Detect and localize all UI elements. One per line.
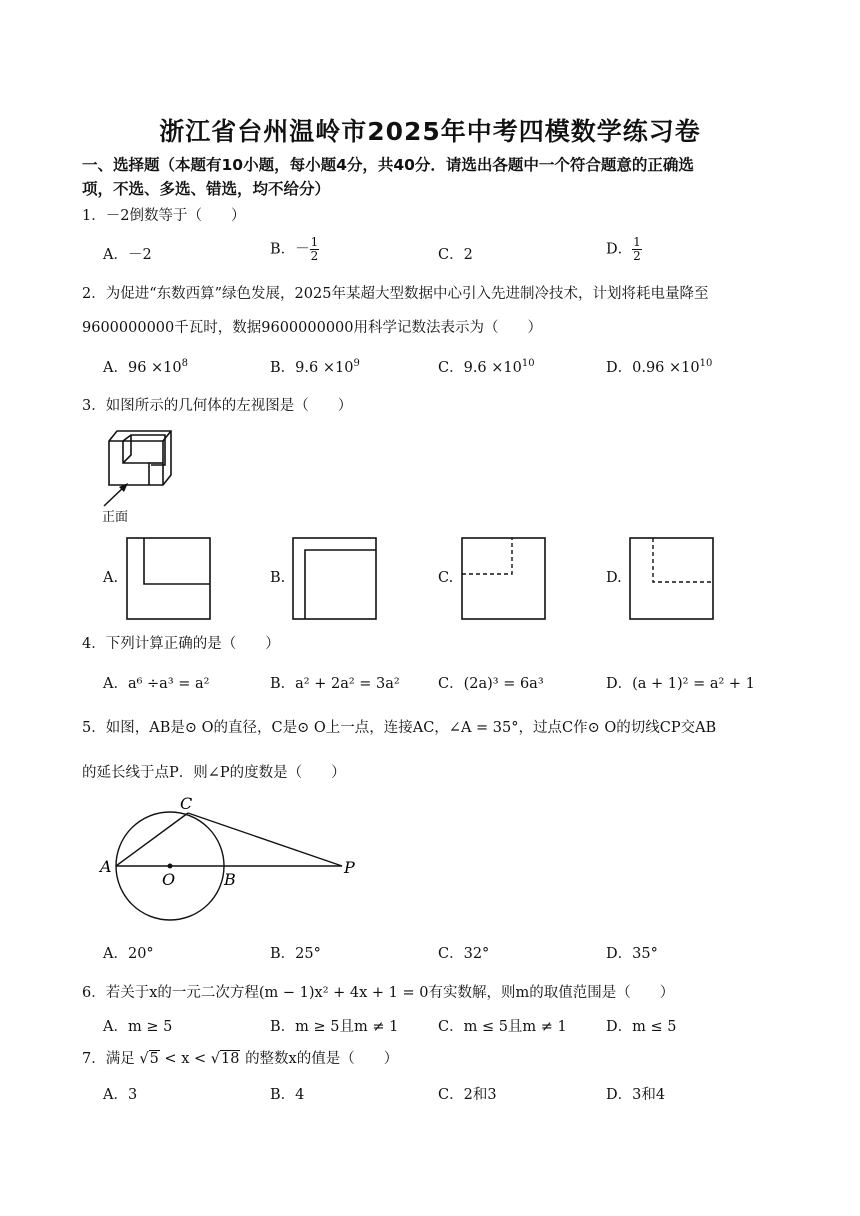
- q6-stem: 6．若关于x的一元二次方程(m − 1)x² + 4x + 1 = 0有实数解，则m的取值范围是（ ）: [82, 985, 675, 1001]
- q7-option-d: D．3和4: [606, 1087, 666, 1103]
- section-heading-line2: 项，不选、多选、错选，均不给分）: [82, 180, 331, 198]
- q3-option-a-label: A.: [103, 570, 119, 586]
- q5-chord-ac: [116, 813, 188, 866]
- q5-stem-line1: 5．如图，AB是⊙ O的直径，C是⊙ O上一点，连接AC，∠A = 35°，过点C作⊙ O的切线CP交AB: [82, 720, 717, 736]
- q3-stem: 3．如图所示的几何体的左视图是（ ）: [82, 398, 353, 414]
- q5-label-o: O: [162, 870, 176, 889]
- q4-option-a: A．a⁶ ÷a³ = a²: [103, 676, 210, 692]
- q7-stem: 7．满足 √5 < x < √18 的整数x的值是（ ）: [82, 1051, 399, 1067]
- q5-option-b: B．25°: [270, 946, 321, 962]
- q6-option-b: B．m ≥ 5且m ≠ 1: [270, 1019, 399, 1035]
- q6-option-d: D．m ≤ 5: [606, 1019, 677, 1035]
- q6-option-c: C．m ≤ 5且m ≠ 1: [438, 1019, 567, 1035]
- q5-option-d: D．35°: [606, 946, 658, 962]
- q3-option-c-figure: [461, 537, 547, 621]
- q1-option-a: A．－2: [103, 247, 152, 263]
- q2-option-d: D．$0.96 \times 10^{10}$: [606, 358, 713, 376]
- q3-option-b-label: B.: [270, 570, 286, 586]
- q5-label-c: C: [180, 794, 193, 813]
- q5-center-dot: [168, 864, 173, 869]
- q4-option-d: D．(a + 1)² = a² + 1: [606, 676, 755, 692]
- q5-circle-diagram: [96, 792, 366, 932]
- q2-option-a: A．$96 \times 10^8$: [103, 358, 189, 376]
- q5-stem-line2: 的延长线于点P．则∠P的度数是（ ）: [82, 765, 346, 781]
- q2-stem-line1: 2．为促进“东数西算”绿色发展，2025年某超大型数据中心引入先进制冷技术，计划将耗电量降至: [82, 286, 709, 302]
- q7-sqrt-18: 18: [221, 1051, 240, 1067]
- q6-option-a: A．m ≥ 5: [103, 1019, 173, 1035]
- q4-stem: 4．下列计算正确的是（ ）: [82, 636, 280, 652]
- q7-sqrt-5: 5: [149, 1051, 159, 1067]
- q5-label-p: P: [344, 858, 355, 877]
- q1-option-b: B．－ $\frac{1}{2}$: [270, 235, 319, 263]
- q3-front-label: 正面: [102, 510, 129, 525]
- q5-option-c: C．32°: [438, 946, 490, 962]
- q7-option-c: C．2和3: [438, 1087, 497, 1103]
- q1-stem: 1．－2倒数等于（ ）: [82, 208, 246, 224]
- q2-option-b: B．$9.6 \times 10^9$: [270, 358, 360, 376]
- q1-option-a-value: －2: [127, 247, 152, 263]
- q5-label-b: B: [224, 870, 236, 889]
- q2-stem-line2: 9600000000千瓦时，数据9600000000用科学记数法表示为（ ）: [82, 320, 543, 336]
- q4-option-c: C．(2a)³ = 6a³: [438, 676, 544, 692]
- q5-label-a: A: [100, 857, 112, 876]
- q3-option-d-figure: [629, 537, 715, 621]
- q3-option-a-figure: [126, 537, 212, 621]
- q7-option-b: B．4: [270, 1087, 305, 1103]
- q1-option-b-fraction: $\frac{1}{2}$: [310, 235, 319, 263]
- page-title: 浙江省台州温岭市2025年中考四模数学练习卷: [159, 117, 701, 146]
- q5-option-a: A．20°: [103, 946, 154, 962]
- q3-option-d-label: D.: [606, 570, 622, 586]
- q4-option-b: B．a² + 2a² = 3a²: [270, 676, 400, 692]
- q2-option-c: C．$9.6 \times 10^{10}$: [438, 358, 535, 376]
- q7-option-a: A．3: [103, 1087, 138, 1103]
- q1-option-d-fraction: $\frac{1}{2}$: [633, 235, 641, 263]
- q1-option-c: C．2: [438, 247, 473, 263]
- section-heading-line1: 一、选择题（本题有10小题，每小题4分，共40分．请选出各题中一个符合题意的正确选: [82, 156, 694, 174]
- q3-option-c-label: C.: [438, 570, 454, 586]
- q1-option-d: D． $\frac{1}{2}$: [606, 235, 641, 263]
- q3-option-b-figure: [292, 537, 378, 621]
- q5-tangent-cp: [188, 813, 342, 866]
